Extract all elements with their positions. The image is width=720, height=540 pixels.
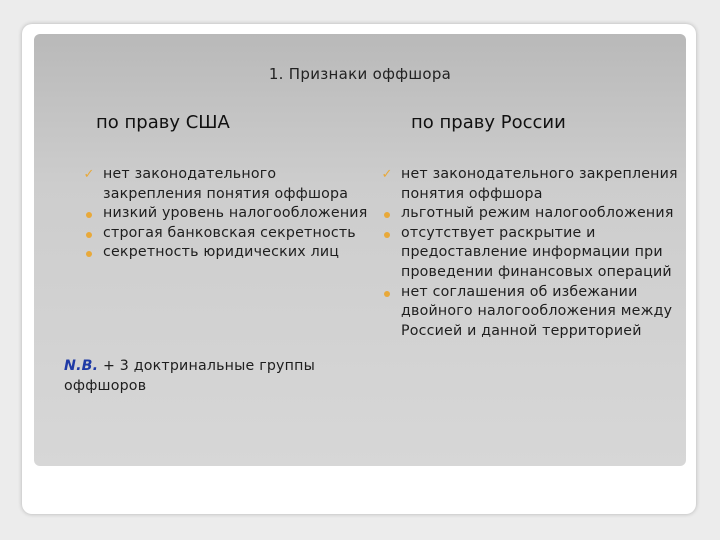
nb-text: + 3 доктринальные группы оффшоров xyxy=(64,358,315,394)
list-item xyxy=(384,204,684,224)
list-item xyxy=(83,165,376,204)
list-item xyxy=(86,224,376,244)
list-item-text: льготный режим налогообложения xyxy=(401,205,674,222)
list-item-text: отсутствует раскрытие и предоставление информации при проведении финансовых операций xyxy=(401,224,672,280)
bullet-list-russia xyxy=(381,165,684,341)
nb-prefix: N.B. xyxy=(64,358,99,374)
list-item-text: нет законодательного закрепления понятия оффшора xyxy=(103,166,349,202)
list-item-text: строгая банковская секретность xyxy=(103,224,356,241)
list-item xyxy=(86,243,376,263)
checkmark-icon: ✓ xyxy=(381,167,393,182)
list-item xyxy=(384,283,684,342)
column-heading-russia: по праву России xyxy=(411,112,566,133)
checkmark-icon: ✓ xyxy=(83,167,95,182)
list-item xyxy=(381,165,684,204)
list-item-text: низкий уровень налогообложения xyxy=(103,205,368,222)
column-heading-usa: по праву США xyxy=(96,112,230,133)
list-item-text: нет законодательного закрепления понятия оффшора xyxy=(401,166,678,202)
list-item xyxy=(384,224,684,283)
list-item xyxy=(86,204,376,224)
bullet-list-usa xyxy=(83,165,376,263)
slide-frame xyxy=(22,24,696,514)
list-item-text: секретность юридических лиц xyxy=(103,244,340,261)
slide-title: 1. Признаки оффшора xyxy=(268,65,452,83)
nb-note xyxy=(64,357,364,396)
content-panel xyxy=(34,34,686,466)
list-item-text: нет соглашения об избежании двойного налогообложения между Россией и данной территорией xyxy=(401,283,673,339)
